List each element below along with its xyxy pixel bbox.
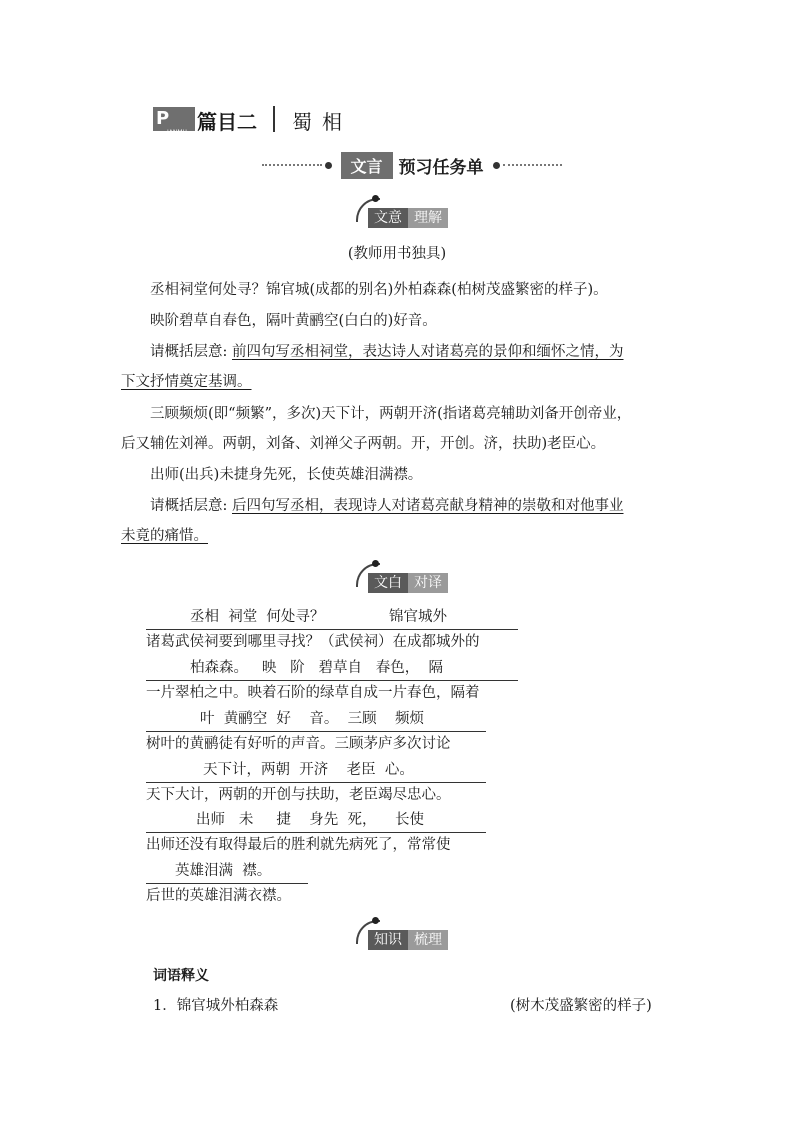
divider-line <box>146 680 518 681</box>
summary-1-cont: 下文抒情奠定基调。 <box>121 374 252 390</box>
orig-line: 柏森森。 映 阶 碧草自 春色， 隔 <box>190 660 444 676</box>
title-divider <box>273 106 275 132</box>
vocab-item-1: 1．锦官城外柏森森 <box>153 998 279 1014</box>
trans-line: 树叶的黄鹂徒有好听的声音。三顾茅庐多次讨论 <box>146 736 451 752</box>
poem-line-1: 丞相祠堂何处寻？锦官城(成都的别名)外柏森森(柏树茂盛繁密的样子)。 <box>150 282 608 298</box>
summary-2-cont: 未竟的痛惜。 <box>121 528 208 544</box>
banner-text: 预习任务单 <box>398 157 484 178</box>
divider-line <box>146 883 308 884</box>
dot-icon <box>372 560 379 567</box>
section-label-b: 理解 <box>408 208 448 228</box>
dot-icon <box>372 195 379 202</box>
poem-line-2: 映阶碧草自春色，隔叶黄鹂空(白白的)好音。 <box>150 313 437 329</box>
section-header-comprehension <box>356 198 466 228</box>
logo-icon <box>153 107 195 136</box>
section-label-a: 文白 <box>368 573 408 593</box>
poem-line-3a: 三顾频烦(即“频繁”，多次)天下计，两朝开济(指诸葛亮辅助刘备开创帝业， <box>150 406 632 422</box>
vocab-heading: 词语释义 <box>153 968 209 984</box>
section-header-translation <box>356 563 466 593</box>
trans-line: 出师还没有取得最后的胜利就先病死了，常常使 <box>146 837 451 853</box>
dot-icon <box>372 917 379 924</box>
summary-1 <box>150 342 624 362</box>
page-subtitle: 蜀相 <box>292 110 352 134</box>
summary-2 <box>150 496 624 516</box>
dot-icon <box>493 162 500 169</box>
section-label-b: 梳理 <box>408 930 448 950</box>
orig-line: 英雄泪满 襟。 <box>175 863 272 879</box>
divider-line <box>146 832 486 833</box>
orig-line: 天下计，两朝 开济 老臣 心。 <box>203 762 414 778</box>
trans-line: 诸葛武侯祠要到哪里寻找？（武侯祠）在成都城外的 <box>146 634 480 650</box>
orig-line: 叶 黄鹂空 好 音。 三顾 频烦 <box>200 711 425 727</box>
section-label-a: 文意 <box>368 208 408 228</box>
dotted-line-left <box>262 164 322 166</box>
divider-line <box>146 629 518 630</box>
preview-banner <box>262 152 562 178</box>
vocab-item-1-note: (树木茂盛繁密的样子) <box>510 998 652 1014</box>
poem-line-3b: 后又辅佐刘禅。两朝，刘备、刘禅父子两朝。开，开创。济，扶助)老臣心。 <box>121 436 606 452</box>
orig-line: 丞相 祠堂 何处寻？ 锦官城外 <box>190 609 447 625</box>
divider-line <box>146 731 486 732</box>
trans-line: 后世的英雄泪满衣襟。 <box>146 888 291 904</box>
page-title: 篇目二 <box>197 110 257 134</box>
trans-line: 天下大计，两朝的开创与扶助，老臣竭尽忠心。 <box>146 787 451 803</box>
summary-text: 后四句写丞相，表现诗人对诸葛亮献身精神的崇敬和对他事业 <box>232 498 624 514</box>
summary-label: 请概括层意: <box>150 344 228 360</box>
dotted-line-right <box>503 164 563 166</box>
section-label-a: 知识 <box>368 930 408 950</box>
dot-icon <box>325 162 332 169</box>
logo-small-text: IANMU <box>167 129 187 136</box>
section-header-knowledge <box>356 920 466 950</box>
section-label-b: 对译 <box>408 573 448 593</box>
logo-letter: P <box>156 108 170 129</box>
summary-text: 前四句写丞相祠堂，表达诗人对诸葛亮的景仰和缅怀之情，为 <box>232 344 624 360</box>
poem-line-4: 出师(出兵)未捷身先死，长使英雄泪满襟。 <box>150 467 423 483</box>
banner-tag: 文言 <box>341 152 393 179</box>
orig-line: 出师 未 捷 身先 死， 长使 <box>196 812 424 828</box>
divider-line <box>146 782 486 783</box>
trans-line: 一片翠柏之中。映着石阶的绿草自成一片春色，隔着 <box>146 685 480 701</box>
summary-label: 请概括层意: <box>150 498 228 514</box>
teacher-note: (教师用书独具) <box>347 246 447 262</box>
